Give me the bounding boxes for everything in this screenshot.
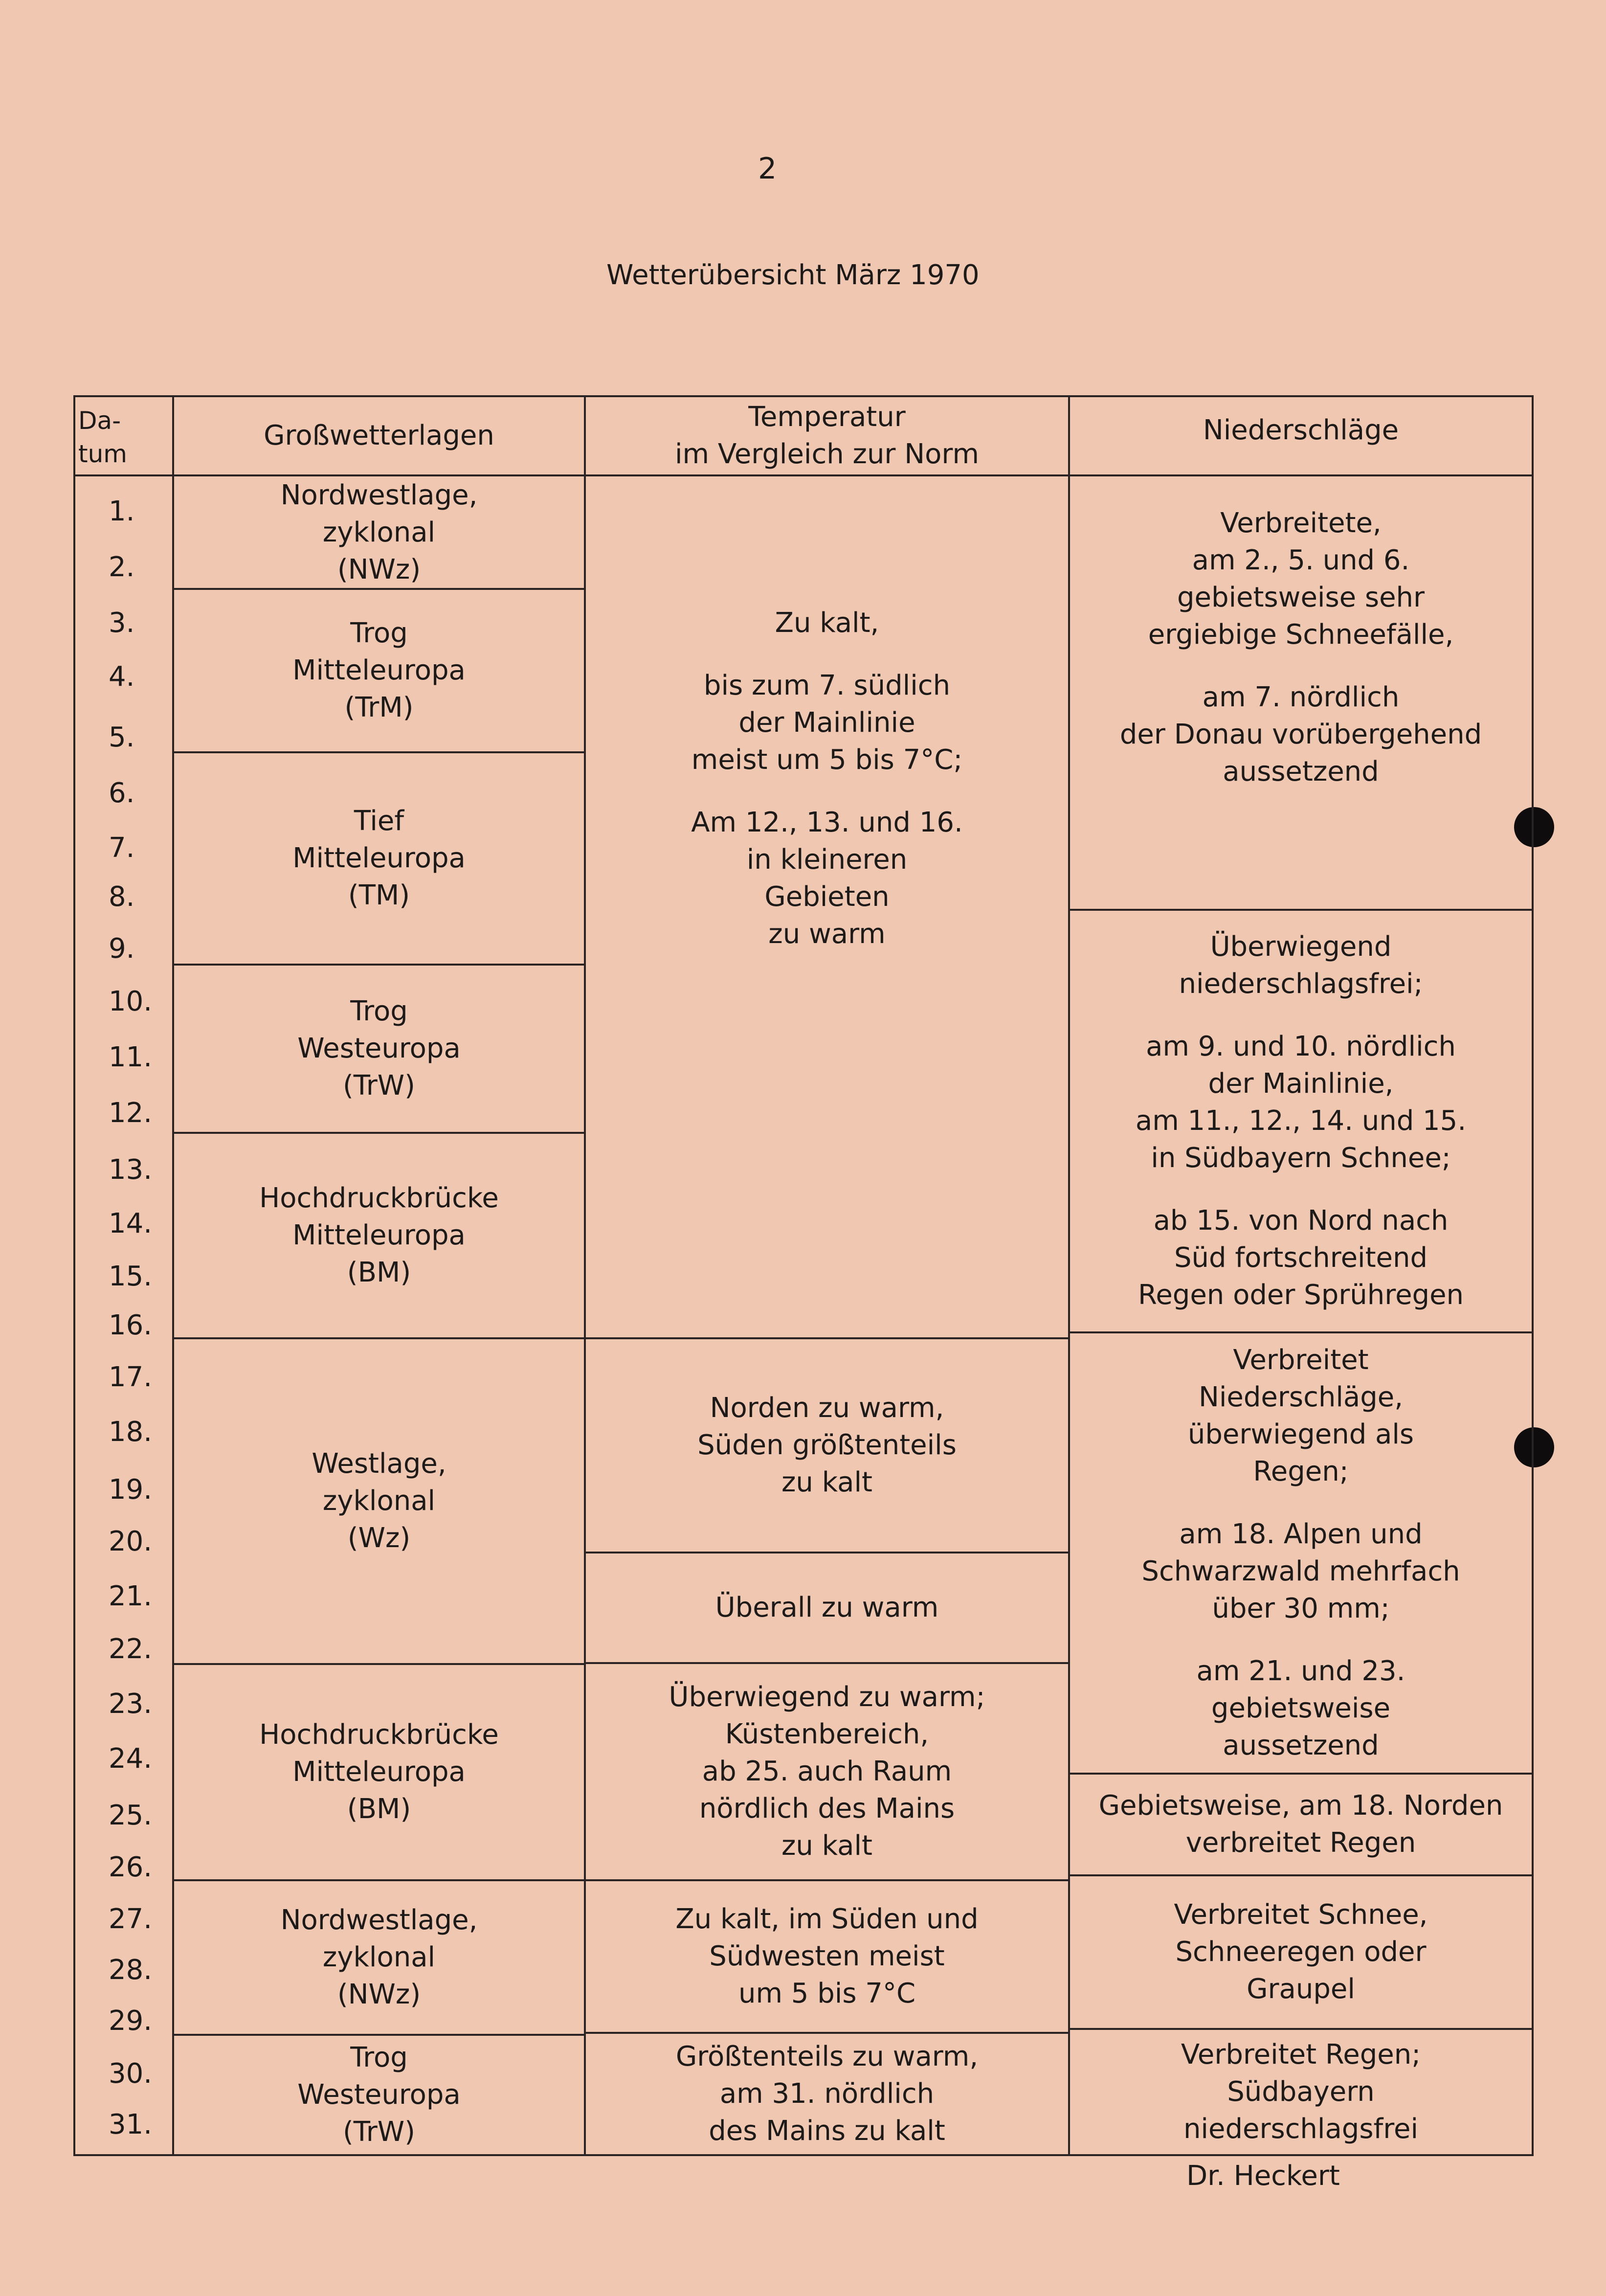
cell-line: Küstenbereich, (725, 1718, 929, 1750)
niederschlag-cell (1070, 1333, 1532, 1773)
date-label: 23. (109, 1688, 153, 1720)
cell-line: in Südbayern Schnee; (1151, 1142, 1451, 1174)
cell-line: zyklonal (322, 1485, 436, 1517)
cell-line: Schneeregen oder (1175, 1936, 1427, 1968)
cell-line: Verbreitet Schnee, (1174, 1899, 1428, 1931)
date-label: 11. (109, 1041, 153, 1073)
cell-line: (TrM) (344, 692, 414, 723)
cell-line: der Mainlinie (738, 707, 915, 739)
cell-line: Trog (350, 2042, 408, 2073)
header-datum (78, 404, 127, 471)
cell-line: niederschlagsfrei (1183, 2113, 1419, 2145)
date-label: 20. (109, 1526, 153, 1557)
date-label: 5. (109, 721, 135, 753)
cell-line: Überwiegend (1210, 931, 1392, 963)
cell-line: Südbayern (1227, 2076, 1375, 2108)
page-number: 2 (758, 152, 777, 186)
date-label: 8. (109, 881, 135, 913)
cell-line: (BM) (347, 1793, 411, 1825)
cell-line: Regen oder Sprühregen (1138, 1279, 1464, 1311)
cell-line: meist um 5 bis 7°C; (691, 744, 963, 776)
date-label: 3. (109, 607, 135, 639)
cell-line: aussetzend (1223, 756, 1379, 788)
cell-line: (Wz) (347, 1522, 411, 1554)
lage-cell (174, 1665, 584, 1879)
cell-line: verbreitet Regen (1185, 1827, 1416, 1859)
cell-line: Westeuropa (297, 1033, 461, 1064)
niederschlag-cell (1070, 911, 1532, 1331)
cell-line: Südwesten meist (709, 1940, 945, 1972)
cell-line: Mitteleuropa (292, 654, 466, 686)
cell-line: am 18. Alpen und (1179, 1518, 1423, 1550)
date-label: 24. (109, 1743, 153, 1775)
cell-line: (NWz) (337, 554, 421, 585)
cell-line: zyklonal (322, 517, 436, 548)
date-label: 31. (109, 2109, 153, 2140)
cell-line: Mitteleuropa (292, 1756, 466, 1788)
cell-line: Westeuropa (297, 2079, 461, 2111)
page-title: Wetterübersicht März 1970 (606, 259, 980, 291)
date-label: 15. (109, 1261, 153, 1292)
cell-line: am 11., 12., 14. und 15. (1135, 1105, 1467, 1137)
cell-line: am 21. und 23. (1196, 1655, 1405, 1687)
niederschlag-cell (1070, 1775, 1532, 1874)
cell-line: Gebietsweise, am 18. Norden (1098, 1790, 1503, 1822)
header-datum-line: Da- (78, 406, 121, 435)
cell-line: am 2., 5. und 6. (1192, 544, 1410, 576)
date-label: 30. (109, 2058, 153, 2090)
date-label: 2. (109, 551, 135, 583)
header-label: Temperatur (748, 401, 906, 433)
table-left-border (73, 395, 75, 2156)
lage-cell (174, 477, 584, 588)
lage-cell (174, 2036, 584, 2154)
cell-line: am 7. nördlich (1202, 681, 1400, 713)
cell-line: (TrW) (342, 2116, 416, 2148)
cell-line: Zu kalt, (775, 607, 879, 639)
temperatur-cell (586, 1664, 1068, 1879)
date-label: 29. (109, 2005, 153, 2037)
date-label: 7. (109, 832, 135, 864)
date-label: 10. (109, 986, 153, 1017)
date-label: 14. (109, 1208, 153, 1239)
cell-line: ergiebige Schneefälle, (1148, 619, 1454, 651)
cell-line: der Donau vorübergehend (1119, 719, 1482, 750)
cell-line: Tief (354, 805, 404, 837)
signature: Dr. Heckert (1186, 2160, 1340, 2192)
table-bottom-border (73, 2154, 1534, 2156)
cell-line: niederschlagsfrei; (1179, 968, 1423, 1000)
cell-line: Größtenteils zu warm, (675, 2041, 979, 2072)
cell-line: (BM) (347, 1257, 411, 1288)
cell-line: Norden zu warm, (710, 1392, 944, 1424)
cell-line: Süden größtenteils (697, 1429, 957, 1461)
header-grosswetterlagen (174, 397, 584, 474)
date-label: 27. (109, 1903, 153, 1935)
cell-line: des Mains zu kalt (709, 2115, 945, 2147)
header-label: Großwetterlagen (264, 420, 494, 451)
cell-line: Hochdruckbrücke (259, 1182, 499, 1214)
date-label: 12. (109, 1097, 153, 1129)
cell-line: Überwiegend zu warm; (669, 1681, 985, 1713)
table-right-border (1532, 395, 1534, 2156)
cell-line: Nordwestlage, (280, 479, 478, 511)
header-temperatur (586, 397, 1068, 474)
cell-line: (TM) (348, 879, 410, 911)
header-label: Niederschläge (1203, 414, 1399, 446)
date-label: 18. (109, 1416, 153, 1448)
date-label: 21. (109, 1580, 153, 1612)
date-label: 28. (109, 1954, 153, 1986)
header-datum-line: tum (78, 440, 127, 468)
cell-line: am 31. nördlich (719, 2078, 935, 2110)
cell-line: in kleineren (746, 844, 908, 876)
cell-line: zyklonal (322, 1941, 436, 1973)
date-label: 17. (109, 1361, 153, 1393)
cell-line: Zu kalt, im Süden und (675, 1903, 979, 1935)
cell-line: Schwarzwald mehrfach (1141, 1555, 1460, 1587)
date-label: 25. (109, 1800, 153, 1831)
cell-line: gebietsweise sehr (1177, 582, 1425, 613)
cell-line: über 30 mm; (1212, 1593, 1390, 1624)
cell-line: Niederschläge, (1198, 1381, 1404, 1413)
cell-line: (NWz) (337, 1979, 421, 2010)
niederschlag-cell (1070, 2030, 1532, 2154)
date-label: 4. (109, 661, 135, 693)
cell-line: Regen; (1253, 1456, 1349, 1487)
cell-line: Nordwestlage, (280, 1904, 478, 1936)
cell-line: Gebieten (764, 881, 890, 913)
date-label: 19. (109, 1474, 153, 1506)
temperatur-cell (586, 1339, 1068, 1552)
date-label: 9. (109, 933, 135, 965)
lage-cell (174, 1881, 584, 2034)
date-label: 6. (109, 777, 135, 809)
cell-line: zu kalt (781, 1466, 872, 1498)
lage-cell (174, 753, 584, 964)
temperatur-cell (586, 2034, 1068, 2154)
header-niederschlaege (1070, 397, 1532, 464)
cell-line: ab 15. von Nord nach (1153, 1205, 1449, 1237)
date-label: 13. (109, 1154, 153, 1186)
cell-line: Süd fortschreitend (1174, 1242, 1428, 1274)
lage-cell (174, 1134, 584, 1337)
cell-line: der Mainlinie, (1208, 1068, 1394, 1100)
cell-line: Verbreitet Regen; (1181, 2039, 1421, 2071)
lage-cell (174, 966, 584, 1132)
cell-line: Verbreitet (1233, 1344, 1369, 1376)
cell-line: nördlich des Mains (699, 1793, 955, 1824)
temperatur-cell (586, 1881, 1068, 2032)
date-label: 26. (109, 1851, 153, 1883)
lage-cell (174, 590, 584, 751)
cell-line: aussetzend (1223, 1730, 1379, 1761)
cell-line: Trog (350, 995, 408, 1027)
temperatur-cell (586, 1553, 1068, 1662)
niederschlag-cell (1070, 1876, 1532, 2028)
cell-line: Mitteleuropa (292, 1219, 466, 1251)
lage-cell (174, 1339, 584, 1663)
cell-line: Graupel (1247, 1973, 1355, 2005)
cell-line: Hochdruckbrücke (259, 1719, 499, 1751)
cell-line: Westlage, (312, 1448, 446, 1480)
cell-line: zu warm (768, 918, 886, 950)
cell-line: Trog (350, 617, 408, 649)
date-label: 1. (109, 495, 135, 527)
date-label: 22. (109, 1633, 153, 1665)
cell-line: zu kalt (781, 1830, 872, 1862)
cell-line: überwiegend als (1187, 1418, 1414, 1450)
cell-line: Verbreitete, (1220, 507, 1382, 539)
date-label: 16. (109, 1309, 153, 1341)
cell-line: Am 12., 13. und 16. (691, 807, 963, 838)
cell-line: um 5 bis 7°C (738, 1978, 916, 2009)
niederschlag-cell (1070, 466, 1532, 909)
temperatur-cell (586, 489, 1068, 1047)
cell-line: Mitteleuropa (292, 842, 466, 874)
cell-line: am 9. und 10. nördlich (1146, 1031, 1456, 1062)
header-label: im Vergleich zur Norm (674, 438, 979, 470)
cell-line: (TrW) (342, 1070, 416, 1102)
cell-line: Überall zu warm (715, 1592, 939, 1623)
cell-line: ab 25. auch Raum (702, 1756, 952, 1787)
cell-line: gebietsweise (1211, 1692, 1391, 1724)
cell-line: bis zum 7. südlich (703, 670, 951, 701)
